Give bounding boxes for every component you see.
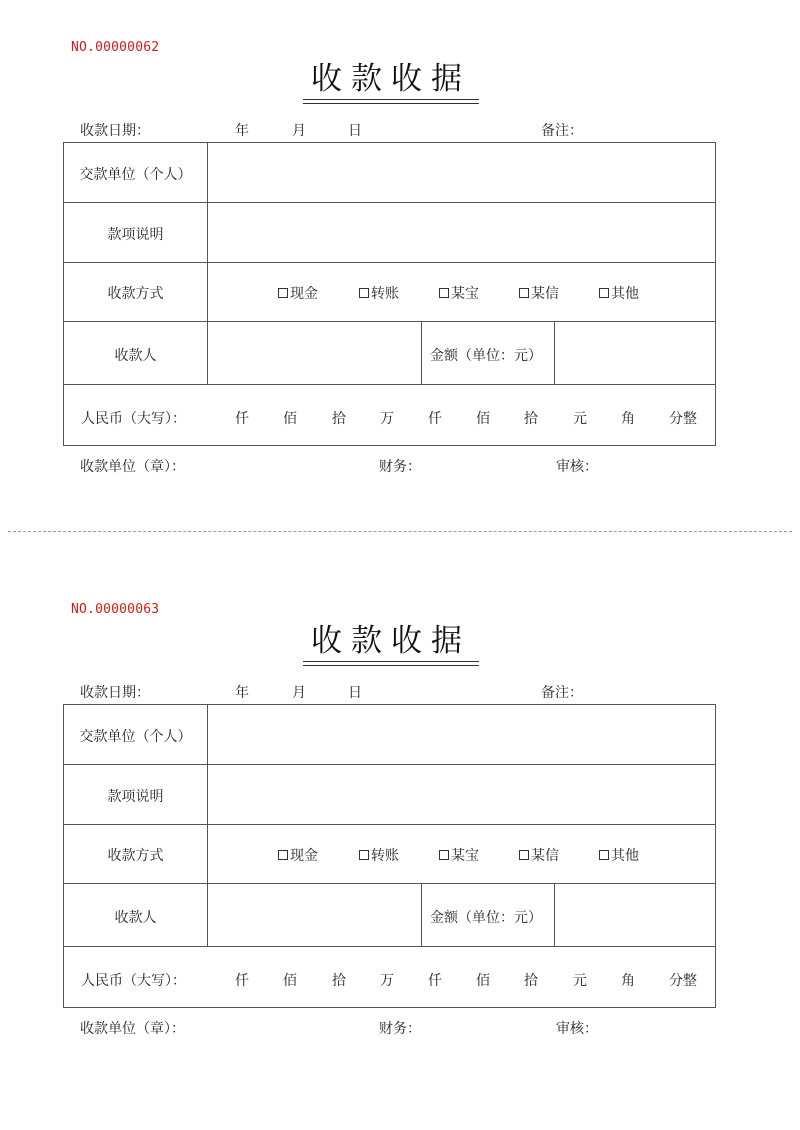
receipt-title: 收款收据: [311, 61, 471, 97]
unit-shi-wan: 拾: [332, 973, 346, 989]
checkbox-icon[interactable]: [359, 850, 369, 860]
item-description-label: 款项说明: [107, 227, 164, 243]
remark-label: 备注：: [541, 685, 583, 701]
receipt-2: [0, 562, 800, 1062]
payment-option-transfer[interactable]: 转账: [359, 283, 399, 303]
audit-label: 审核：: [556, 1021, 598, 1037]
unit-bai: 佰: [476, 973, 490, 989]
payment-option-alipay[interactable]: 某宝: [439, 283, 479, 303]
payment-option-cash[interactable]: 现金: [278, 283, 318, 303]
row-divider: [64, 384, 715, 385]
checkbox-icon[interactable]: [439, 850, 449, 860]
amount-field[interactable]: [555, 322, 716, 384]
payment-option-other[interactable]: 其他: [599, 283, 639, 303]
date-month[interactable]: 月: [292, 123, 306, 139]
unit-yuan: 元: [573, 973, 587, 989]
checkbox-icon[interactable]: [278, 850, 288, 860]
payment-option-cash[interactable]: 现金: [278, 845, 318, 865]
date-day[interactable]: 日: [348, 123, 362, 139]
unit-qian: 仟: [428, 411, 442, 427]
cut-line: [8, 531, 792, 532]
date-year[interactable]: 年: [235, 685, 249, 701]
date-day[interactable]: 日: [348, 685, 362, 701]
date-label: 收款日期：: [80, 685, 150, 701]
payer-label: 交款单位（个人）: [79, 167, 192, 183]
amount-label: 金额（单位：元）: [430, 348, 542, 364]
unit-qian-wan: 仟: [235, 411, 249, 427]
unit-qian: 仟: [428, 973, 442, 989]
rmb-uppercase-label: 人民币（大写）：: [81, 411, 186, 427]
unit-yuan: 元: [573, 411, 587, 427]
column-divider: [421, 321, 422, 384]
finance-label: 财务：: [379, 459, 421, 475]
unit-fen: 分整: [669, 411, 697, 427]
checkbox-icon[interactable]: [519, 288, 529, 298]
title-underline: [303, 661, 479, 662]
column-divider: [421, 883, 422, 946]
checkbox-icon[interactable]: [278, 288, 288, 298]
row-divider: [64, 824, 715, 825]
checkbox-icon[interactable]: [599, 850, 609, 860]
item-description-field[interactable]: [208, 765, 716, 824]
unit-jiao: 角: [621, 973, 635, 989]
title-underline: [303, 103, 479, 104]
unit-shi: 拾: [524, 973, 538, 989]
payment-option-transfer[interactable]: 转账: [359, 845, 399, 865]
receipt-form-table: [63, 142, 716, 446]
payer-field[interactable]: [208, 705, 716, 764]
payment-option-wechat[interactable]: 某信: [519, 845, 559, 865]
payment-option-other[interactable]: 其他: [599, 845, 639, 865]
amount-field[interactable]: [555, 884, 716, 946]
unit-bai-wan: 佰: [283, 411, 297, 427]
unit-bai-wan: 佰: [283, 973, 297, 989]
receiver-label: 收款人: [114, 910, 157, 926]
unit-wan: 万: [380, 411, 394, 427]
title-underline: [303, 665, 479, 666]
receiving-unit-seal-label: 收款单位（章）：: [80, 1021, 185, 1037]
unit-bai: 佰: [476, 411, 490, 427]
unit-qian-wan: 仟: [235, 973, 249, 989]
unit-fen: 分整: [669, 973, 697, 989]
payment-option-alipay[interactable]: 某宝: [439, 845, 479, 865]
date-month[interactable]: 月: [292, 685, 306, 701]
receiver-field[interactable]: [208, 322, 421, 384]
receiving-unit-seal-label: 收款单位（章）：: [80, 459, 185, 475]
payment-option-wechat[interactable]: 某信: [519, 283, 559, 303]
row-divider: [64, 946, 715, 947]
payer-label: 交款单位（个人）: [79, 729, 192, 745]
item-description-label: 款项说明: [107, 789, 164, 805]
unit-shi-wan: 拾: [332, 411, 346, 427]
payment-method-label: 收款方式: [107, 286, 164, 302]
serial-number: NO.00000063: [71, 602, 160, 617]
checkbox-icon[interactable]: [519, 850, 529, 860]
unit-wan: 万: [380, 973, 394, 989]
receipt-form-table: [63, 704, 716, 1008]
rmb-uppercase-label: 人民币（大写）：: [81, 973, 186, 989]
audit-label: 审核：: [556, 459, 598, 475]
receiver-field[interactable]: [208, 884, 421, 946]
checkbox-icon[interactable]: [599, 288, 609, 298]
amount-label: 金额（单位：元）: [430, 910, 542, 926]
payment-method-label: 收款方式: [107, 848, 164, 864]
receiver-label: 收款人: [114, 348, 157, 364]
item-description-field[interactable]: [208, 203, 716, 262]
finance-label: 财务：: [379, 1021, 421, 1037]
receipt-1: [0, 0, 800, 500]
row-divider: [64, 262, 715, 263]
receipt-title: 收款收据: [311, 623, 471, 659]
date-label: 收款日期：: [80, 123, 150, 139]
unit-shi: 拾: [524, 411, 538, 427]
serial-number: NO.00000062: [71, 40, 160, 55]
date-year[interactable]: 年: [235, 123, 249, 139]
payer-field[interactable]: [208, 143, 716, 202]
checkbox-icon[interactable]: [359, 288, 369, 298]
checkbox-icon[interactable]: [439, 288, 449, 298]
remark-label: 备注：: [541, 123, 583, 139]
unit-jiao: 角: [621, 411, 635, 427]
title-underline: [303, 99, 479, 100]
